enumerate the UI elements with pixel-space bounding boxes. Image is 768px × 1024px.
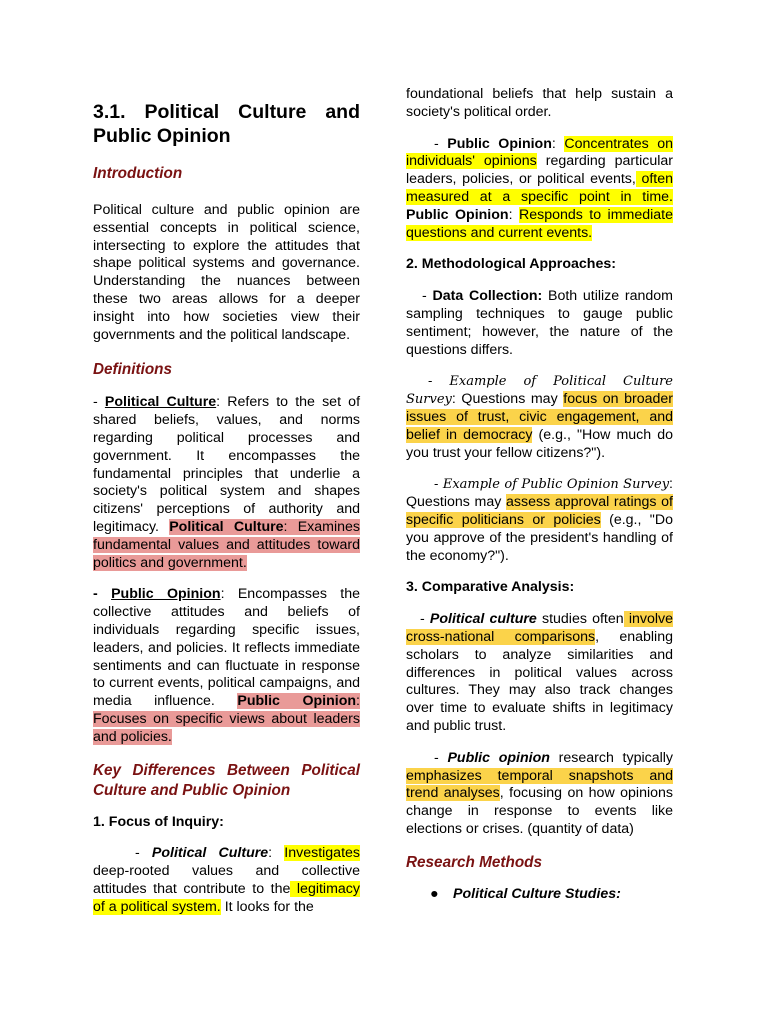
- colon: :: [508, 206, 519, 223]
- highlight-term: Political Culture: [169, 518, 284, 535]
- text: research typically: [549, 749, 674, 766]
- dash: -: [428, 374, 450, 390]
- highlight: legitimacy of a political system.: [93, 880, 360, 915]
- term: Public Opinion: [447, 135, 552, 152]
- text: , enabling scholars to analyze similarities and differences in political values across cultures. They may also track changes over time to evaluate shifts in legitimacy and public trust.: [406, 628, 673, 734]
- example-political-culture: [406, 373, 673, 462]
- text: regarding particular leaders, policies, or political events,: [406, 153, 674, 188]
- highlight: involve cross-national comparisons: [406, 611, 673, 645]
- highlight: often measured at a specific point in time.: [406, 171, 674, 205]
- highlight: Investigates: [284, 845, 360, 862]
- right-column: [406, 0, 673, 903]
- example-label: Example of Political Culture Survey: [406, 374, 673, 408]
- left-column: [93, 0, 360, 917]
- example-public-opinion: [406, 476, 673, 565]
- focus-of-inquiry-heading: 1. Focus of Inquiry:: [93, 813, 224, 830]
- term: Political culture: [429, 611, 537, 628]
- text: (e.g., "How much do you trust your fellow citizens?").: [406, 426, 673, 461]
- dash: -: [434, 477, 443, 493]
- highlight: Responds to immediate questions and current events.: [406, 206, 673, 241]
- text: Both utilize random sampling techniques to gauge public sentiment; however, the nature of the questions differs.: [406, 288, 674, 358]
- comparative-public-opinion: [406, 750, 673, 839]
- highlight-text: : Examines fundamental values and attitudes toward politics and government.: [93, 518, 361, 571]
- definition-political-culture: [93, 394, 360, 572]
- bullet-icon: ●: [430, 885, 439, 902]
- term-public-opinion: Public Opinion: [111, 586, 221, 603]
- introduction-heading: Introduction: [93, 165, 183, 182]
- term: Political Culture: [151, 845, 269, 862]
- highlight: focus on broader issues of trust, civic engagement, and belief in democracy: [406, 391, 673, 443]
- dash: -: [434, 749, 448, 766]
- highlight: Concentrates on individuals' opinions: [406, 135, 674, 170]
- dash: -: [434, 135, 448, 152]
- colon: :: [551, 135, 565, 152]
- introduction-paragraph: Political culture and public opinion are essential concepts in political science, intersecting to explore the attitudes that shape political systems and governance. Understanding the nuances between these two areas allows for a deeper insight into how societies view their governments and the political landscape.: [93, 202, 360, 343]
- comparative-heading: 3. Comparative Analysis:: [406, 579, 575, 596]
- text: (e.g., "Do you approve of the president's handling of the economy?").: [406, 511, 673, 564]
- definition-public-opinion: [93, 586, 360, 746]
- example-label: Example of Public Opinion Survey: [442, 477, 670, 493]
- text: Questions may: [406, 494, 507, 511]
- dash: -: [422, 288, 433, 305]
- text: It looks for the: [220, 898, 314, 915]
- dash: -: [420, 611, 430, 628]
- term: Public opinion: [447, 749, 550, 766]
- list-item: [406, 886, 673, 904]
- focus-public-opinion: [406, 136, 673, 243]
- dash: -: [135, 845, 152, 862]
- list-item-text: Political Culture Studies:: [453, 885, 621, 902]
- highlight-text: : Focuses on specific views about leaders and policies.: [93, 693, 360, 745]
- colon: :: [451, 391, 462, 408]
- dash: -: [93, 394, 105, 411]
- research-methods-heading: Research Methods: [406, 853, 543, 871]
- definitions-heading: Definitions: [93, 361, 173, 379]
- methodological-heading: 2. Methodological Approaches:: [406, 256, 616, 273]
- term: Data Collection:: [432, 288, 543, 305]
- dash: -: [93, 586, 112, 603]
- term-political-culture: Political Culture: [104, 394, 217, 411]
- highlight-term: Public Opinion: [237, 693, 357, 710]
- colon: :: [669, 476, 673, 493]
- highlight: emphasizes temporal snapshots and trend analyses: [406, 767, 673, 802]
- text: deep-rooted values and collective attitudes that contribute to the: [93, 863, 360, 897]
- highlight: assess approval ratings of specific politicians or policies: [406, 494, 673, 528]
- definition-text: : Encompasses the collective attitudes and beliefs of individuals regarding specific issues, leaders, and policies. It reflects immediate sentiments and can fluctuate in response to current events, political campaigns, and media influence.: [93, 586, 360, 710]
- data-collection: [406, 288, 673, 359]
- focus-political-culture: [93, 845, 360, 916]
- definition-text: : Refers to the set of shared beliefs, values, and norms regarding political processes and government. It encompasses the fundamental principles that underlie a society's political system and shapes citizens' perceptions of authority and legitimacy.: [93, 394, 361, 535]
- continued-paragraph: foundational beliefs that help sustain a society's political order.: [406, 86, 673, 120]
- comparative-political-culture: [406, 611, 673, 736]
- term: Public Opinion: [406, 206, 509, 223]
- text: studies often: [536, 611, 624, 628]
- key-differences-heading: Key Differences Between Political Culture and Public Opinion: [93, 761, 360, 799]
- text: Questions may: [461, 391, 564, 408]
- page-title: 3.1. Political Culture and Public Opinion: [93, 101, 360, 147]
- text: , focusing on how opinions change in response to events like elections or crises. (quantity of data): [406, 785, 673, 837]
- colon: :: [268, 845, 285, 862]
